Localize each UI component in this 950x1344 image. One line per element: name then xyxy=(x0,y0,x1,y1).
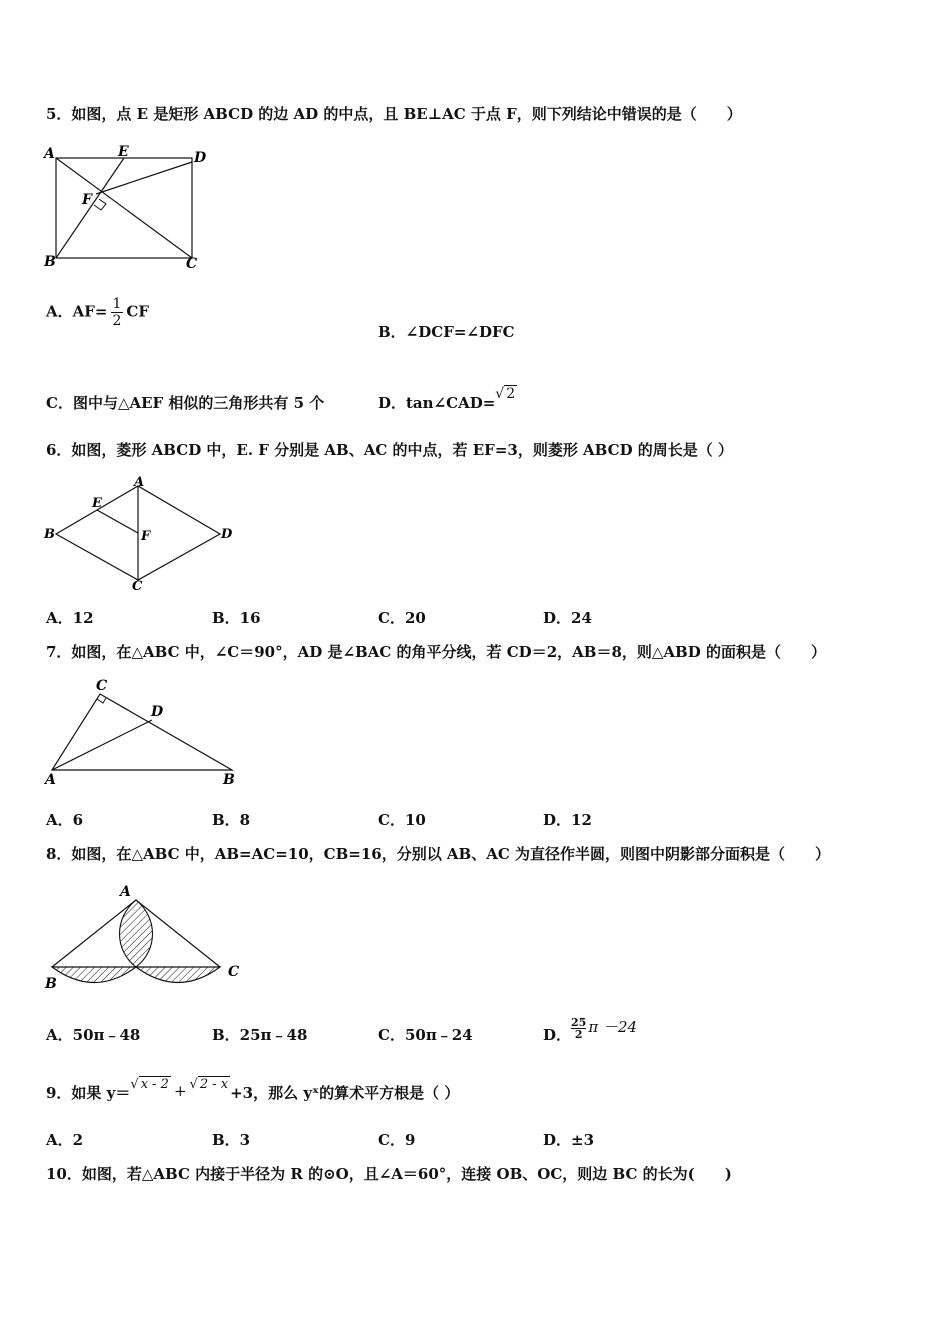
q9-option-c: C．9 xyxy=(378,1131,416,1149)
q5-label-f: F xyxy=(82,192,92,208)
q10-stem: 10．如图，若△ABC 内接于半径为 R 的⊙O，且∠A＝60°，连接 OB、OC，则边 BC 的长为( ) xyxy=(46,1165,732,1183)
q7-option-a: A．6 xyxy=(46,811,84,829)
q8-label-c: C xyxy=(228,964,240,980)
q8-option-d-fraction xyxy=(571,1017,586,1040)
q6-label-a: A xyxy=(134,475,145,490)
q9-sqrt-1-radicand: x - 2 xyxy=(140,1077,169,1092)
q9-sqrt-1: √ x - 2 xyxy=(130,1077,169,1092)
fraction-denominator: 2 xyxy=(112,313,122,329)
q5-option-c: C．图中与△AEF 相似的三角形共有 5 个 xyxy=(46,394,325,412)
q6-label-d: D xyxy=(221,527,233,542)
sqrt-radicand: 2 xyxy=(506,386,516,402)
q5-label-c: C xyxy=(186,256,198,272)
fraction-numerator: 1 xyxy=(112,296,122,312)
q6-option-d: D．24 xyxy=(543,609,592,627)
q5-label-e: E xyxy=(118,144,129,160)
q5-option-d xyxy=(378,382,517,412)
q6-label-f: F xyxy=(141,529,151,544)
q7-triangle-figure xyxy=(40,674,245,790)
q5-stem: 5．如图，点 E 是矩形 ABCD 的边 AD 的中点，且 BE⊥AC 于点 F，则下列结论中错误的是（ ） xyxy=(46,105,742,123)
q6-label-b: B xyxy=(44,527,55,542)
q9-plus: + xyxy=(173,1082,187,1100)
q6-rhombus-figure xyxy=(40,474,240,592)
q5-label-d: D xyxy=(194,150,207,166)
q8-option-a: A．50π﹣48 xyxy=(46,1026,141,1044)
q7-option-d: D．12 xyxy=(543,811,592,829)
q6-label-e: E xyxy=(92,496,102,511)
q5-option-a-fraction xyxy=(111,296,124,329)
fraction-numerator: 25 xyxy=(571,1015,587,1029)
q5-option-d-prefix: D．tan∠CAD= xyxy=(378,394,496,412)
q5-option-a-suffix: CF xyxy=(126,302,150,321)
q5-label-a: A xyxy=(44,146,55,162)
q8-semicircle-figure xyxy=(40,880,250,996)
q8-label-b: B xyxy=(45,976,57,992)
q9-stem-prefix: 9．如果 y＝ xyxy=(46,1084,131,1102)
q6-label-c: C xyxy=(132,579,143,592)
fraction-denominator: 2 xyxy=(574,1027,583,1041)
q9-option-d: D．±3 xyxy=(543,1131,595,1149)
q9-stem xyxy=(46,1072,460,1102)
q7-label-d: D xyxy=(151,704,164,720)
q9-option-b: B．3 xyxy=(212,1131,251,1149)
q5-option-d-sqrt xyxy=(495,385,517,402)
sqrt-symbol: √ xyxy=(495,386,505,402)
q9-option-a: A．2 xyxy=(46,1131,84,1149)
q7-label-b: B xyxy=(223,772,235,788)
q5-rectangle-figure xyxy=(40,142,220,274)
q8-option-c: C．50π﹣24 xyxy=(378,1026,473,1044)
q8-option-d-prefix: D． xyxy=(543,1026,572,1044)
q6-option-a: A．12 xyxy=(46,609,94,627)
q6-option-c: C．20 xyxy=(378,609,426,627)
q8-option-d xyxy=(543,1015,638,1044)
q7-option-b: B．8 xyxy=(212,811,251,829)
q5-option-b: B．∠DCF=∠DFC xyxy=(378,323,515,341)
q5-label-b: B xyxy=(44,254,56,270)
q7-label-a: A xyxy=(45,772,56,788)
q7-option-c: C．10 xyxy=(378,811,426,829)
q7-stem: 7．如图，在△ABC 中，∠C＝90°，AD 是∠BAC 的角平分线，若 CD＝2，AB＝8，则△ABD 的面积是（ ） xyxy=(46,643,826,661)
q8-option-d-suffix: π －24 xyxy=(588,1018,638,1036)
q8-label-a: A xyxy=(120,884,131,900)
q9-sqrt-2: √ 2 - x xyxy=(189,1077,229,1092)
q5-option-a-prefix: A．AF= xyxy=(46,302,108,321)
q8-option-b: B．25π﹣48 xyxy=(212,1026,308,1044)
q6-stem: 6．如图，菱形 ABCD 中，E. F 分别是 AB、AC 的中点，若 EF=3，则菱形 ABCD 的周长是（ ） xyxy=(46,441,734,459)
q6-option-b: B．16 xyxy=(212,609,261,627)
q8-stem: 8．如图，在△ABC 中，AB=AC=10，CB=16，分别以 AB、AC 为直径作半圆，则图中阴影部分面积是（ ） xyxy=(46,845,831,863)
q9-stem-suffix: +3，那么 yˣ的算术平方根是（ ） xyxy=(230,1084,460,1102)
q9-sqrt-2-radicand: 2 - x xyxy=(199,1077,229,1092)
q7-label-c: C xyxy=(96,678,108,694)
q5-option-a xyxy=(46,296,149,329)
